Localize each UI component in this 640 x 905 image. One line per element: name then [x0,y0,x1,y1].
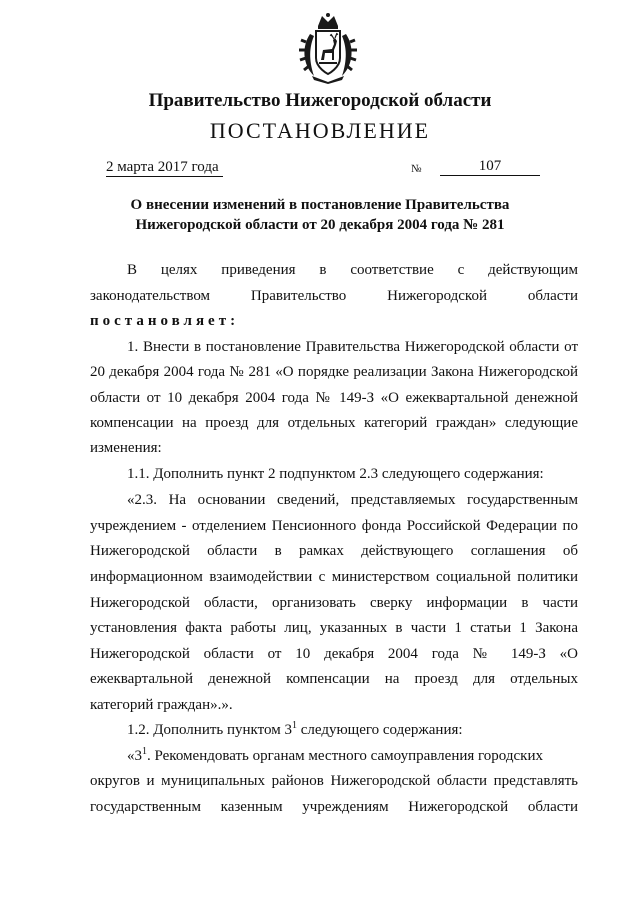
document-type: ПОСТАНОВЛЕНИЕ [209,118,431,143]
decree-word: постановляет: [90,313,240,329]
body-line: изменения: [90,440,162,456]
body-line: законодательством Правительство Нижегородской области [90,288,578,304]
body-line [127,722,578,739]
document-subject [0,195,640,235]
body-line: 1. Внести в постановление Правительства Нижегородской области от [127,339,578,355]
body-line: В целях приведения в соответствие с действующим [127,262,578,278]
government-title: Правительство Нижегородской области [148,90,492,111]
body-line [127,748,578,765]
superscript: 1 [291,720,297,731]
superscript: 1 [142,746,147,757]
body-line: «2.3. На основании сведений, представляемых государственным [127,492,578,508]
body-line: компенсации на проезд для отдельных категорий граждан» следующие [90,415,578,431]
body-text: 1.2. Дополнить пунктом 3 [127,722,292,738]
body-text: «3 [127,748,142,764]
body-line: Нижегородской области от 10 декабря 2004 года № 149-З «О [90,646,578,662]
body-line: Нижегородской области, организовать сверку информации в части [90,595,578,611]
number-sign: № [411,163,422,175]
body-line: 1.1. Дополнить пункт 2 подпунктом 2.3 следующего содержания: [127,466,544,482]
body-line: 20 декабря 2004 года № 281 «О порядке реализации Закона Нижегородской [90,364,578,380]
document-number: 107 [440,158,540,176]
subject-line: Нижегородской области от 20 декабря 2004 года № 281 [135,217,505,233]
body-line: округов и муниципальных районов Нижегородской области представлять [90,773,578,789]
body-line: области от 10 декабря 2004 года № 149-З «О ежеквартальной денежной [90,390,578,406]
body-line: государственным казенным учреждениям Нижегородской области [90,799,578,815]
body-line: учреждением - отделением Пенсионного фонда Российской Федерации по [90,518,578,534]
body-line: установления факта работы лиц, указанных в части 1 статьи 1 Закона [90,620,578,636]
subject-line: О внесении изменений в постановление Правительства [130,197,510,213]
body-text: . Рекомендовать органам местного самоуправления городских [147,748,543,764]
body-line: ежеквартальной денежной компенсации на проезд для отдельных [90,671,578,687]
body-line: Нижегородской области в рамках действующего соглашения об [90,543,578,559]
document-date: 2 марта 2017 года [106,159,223,177]
body-line: категорий граждан».». [90,697,233,713]
body-line: информационном взаимодействии с министерством социальной политики [90,569,578,585]
body-text: следующего содержания: [296,722,463,738]
coat-of-arms-icon [296,12,360,84]
